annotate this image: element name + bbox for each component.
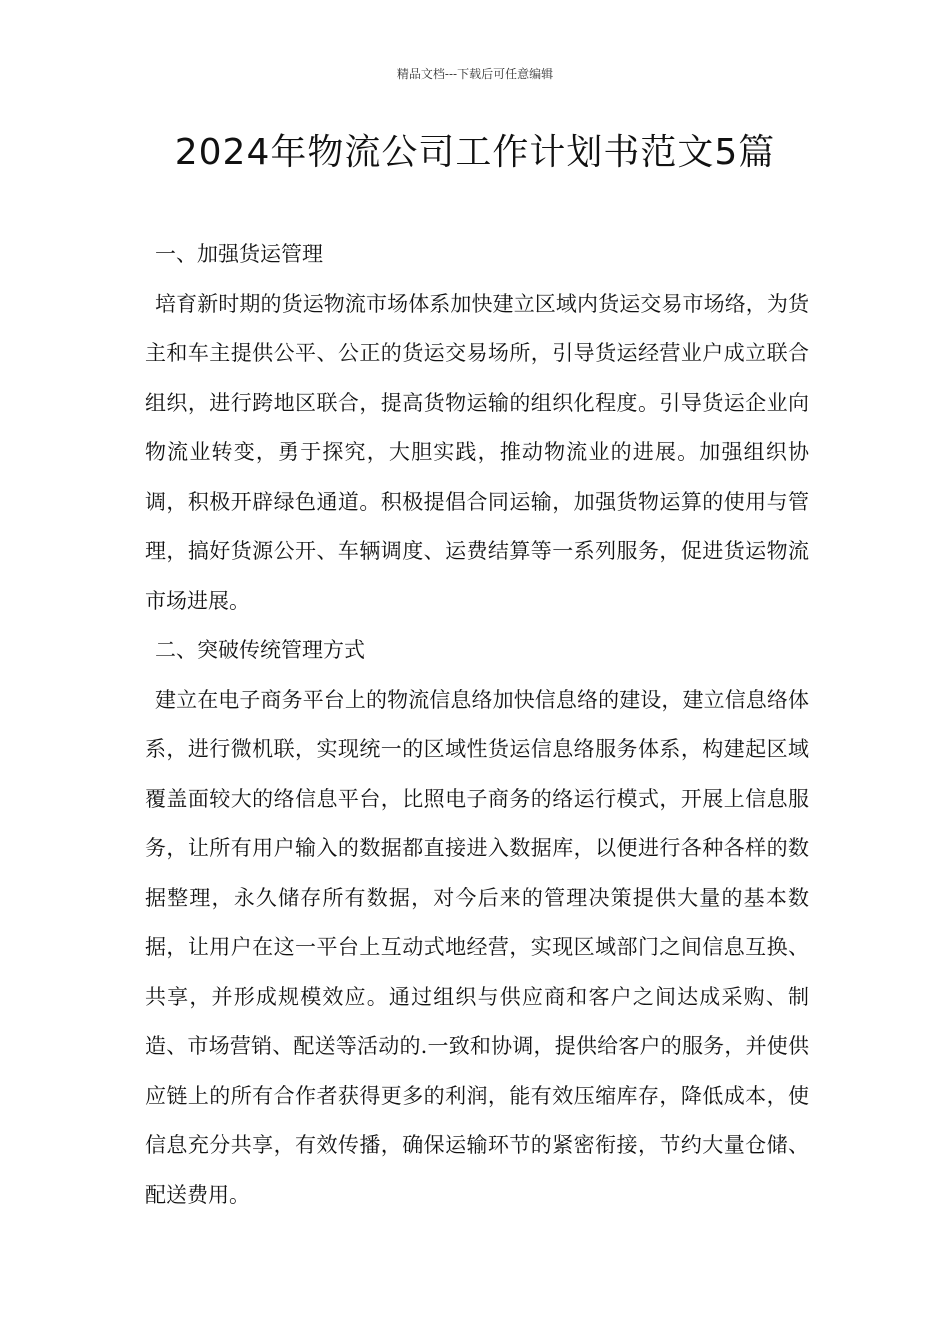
section-heading-2: 二、突破传统管理方式 xyxy=(155,638,365,662)
section-paragraph-2: 建立在电子商务平台上的物流信息络加快信息络的建设，建立信息络体系，进行微机联，实现统一的区域性货运信息络服务体系，构建起区域覆盖面较大的络信息平台，比照电子商务的络运行模式，开展上信息服务，让所有用户输入的数据都直接进入数据库，以便进行各种各样的数据整理，永久储存所有数据，对今后来的管理决策提供大量的基本数据，让用户在这一平台上互动式地经营，实现区域部门之间信息互换、共享，并形成规模效应。通过组织与供应商和客户之间达成采购、制造、市场营销、配送等活动的.一致和协调，提供给客户的服务，并使供应链上的所有合作者获得更多的利润，能有效压缩库存，降低成本，使信息充分共享，有效传播，确保运输环节的紧密衔接，节约大量仓储、配送费用。 xyxy=(145,687,809,1207)
section-paragraph-1: 培育新时期的货运物流市场体系加快建立区域内货运交易市场络，为货主和车主提供公平、公正的货运交易场所，引导货运经营业户成立联合组织，进行跨地区联合，提高货物运输的组织化程度。引导货运企业向物流业转变，勇于探究，大胆实践，推动物流业的进展。加强组织协调，积极开辟绿色通道。积极提倡合同运输，加强货物运算的使用与管理，搞好货源公开、车辆调度、运费结算等一系列服务，促进货运物流市场进展。 xyxy=(145,291,809,613)
document-title: 2024年物流公司工作计划书范文5篇 xyxy=(174,132,776,173)
document-body xyxy=(145,230,809,1220)
header-note: 精品文档---下载后可任意编辑 xyxy=(396,67,554,81)
section-heading-1: 一、加强货运管理 xyxy=(155,242,323,266)
